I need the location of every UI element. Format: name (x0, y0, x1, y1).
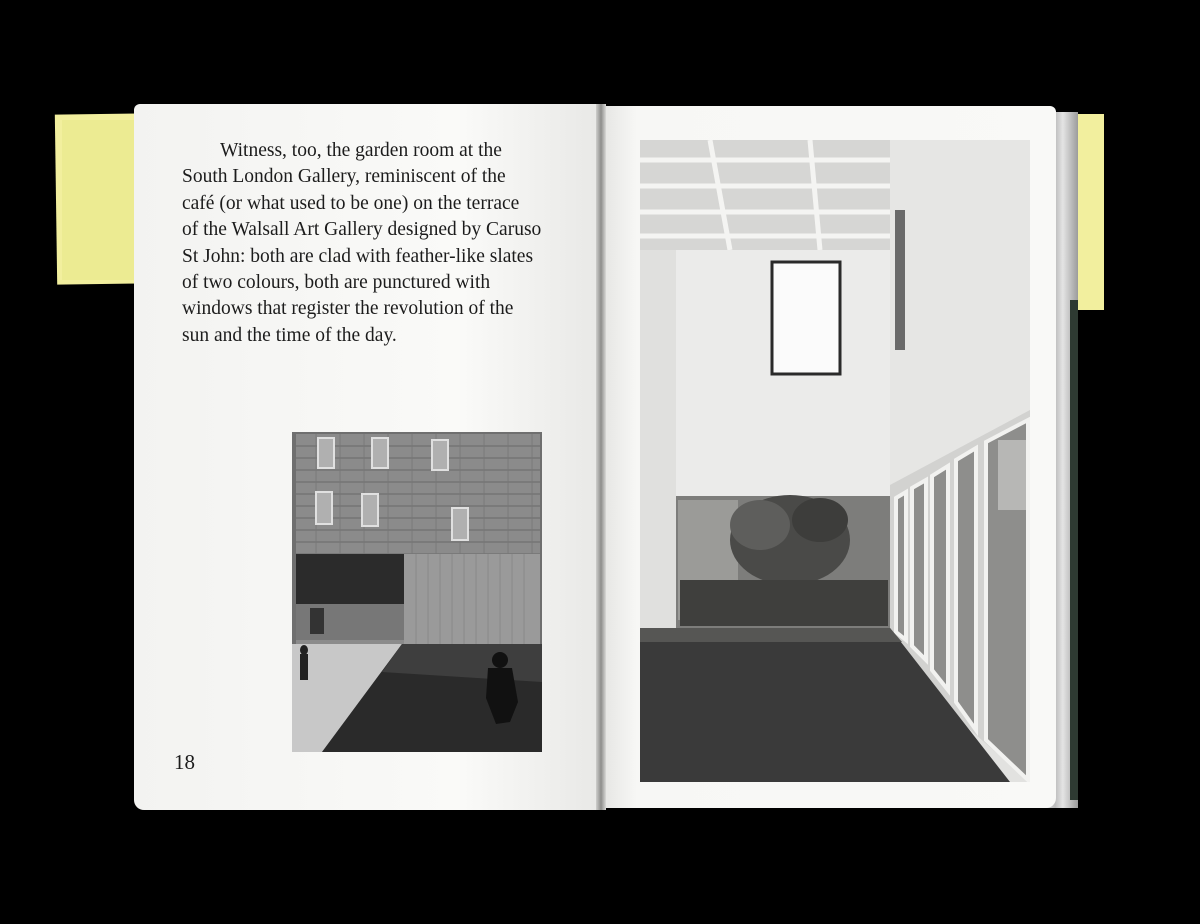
page-number: 18 (174, 750, 195, 774)
book-gutter (596, 104, 606, 810)
paragraph-line: of two colours, both are punctured with (182, 272, 491, 294)
paragraph-line: of the Walsall Art Gallery designed by Caruso (182, 219, 542, 241)
paragraph-line: sun and the time of the day. (182, 324, 397, 346)
body-paragraph (182, 138, 582, 349)
paragraph-line: South London Gallery, reminiscent of the (182, 166, 506, 188)
paragraph-line: windows that register the revolution of the (182, 298, 514, 320)
paragraph-line: St John: both are clad with feather-like slates (182, 245, 534, 267)
paragraph-line: Witness, too, the garden room at the (220, 140, 502, 161)
garden-room-interior-photo (640, 140, 1030, 782)
walsall-gallery-facade-photo (292, 432, 542, 752)
book-cover-edge (1070, 300, 1078, 800)
paragraph-line: café (or what used to be one) on the terrace (182, 192, 520, 214)
